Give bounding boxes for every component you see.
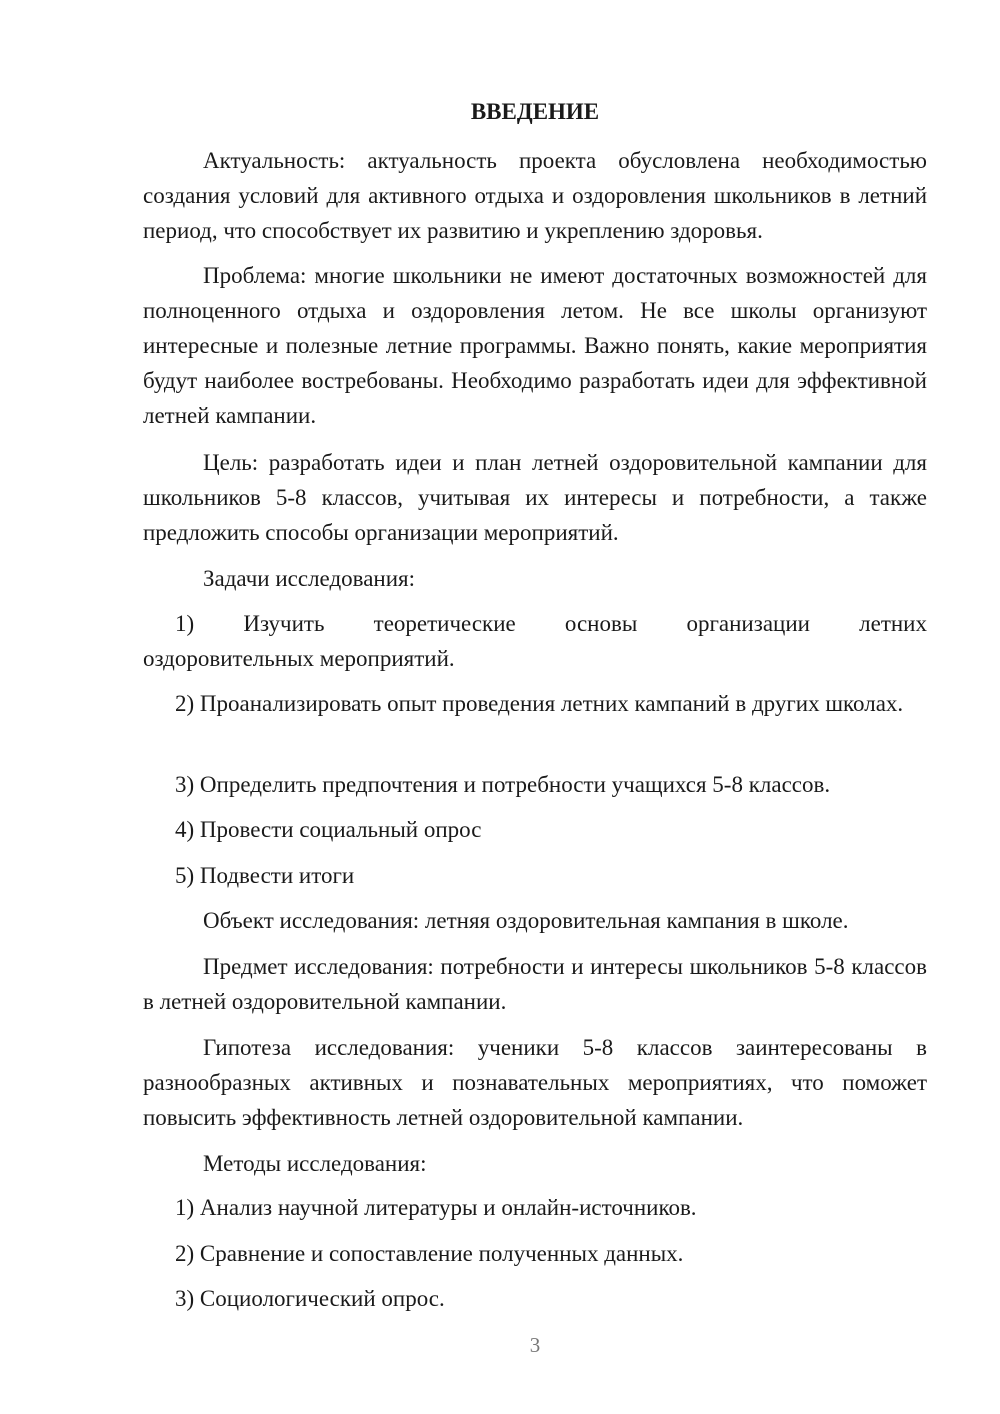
method-item-3: 3) Социологический опрос. [175, 1286, 445, 1311]
method-item-1: 1) Анализ научной литературы и онлайн-источников. [175, 1195, 697, 1220]
goal-paragraph: Цель: разработать идеи и план летней оздоровительной кампании для школьников 5-8 классов, учитывая их интересы и потребности, а также предложить способы организации мероприятий. [143, 450, 927, 545]
subject-paragraph: Предмет исследования: потребности и интересы школьников 5-8 классов в летней оздоровительной кампании. [143, 954, 927, 1014]
object-paragraph: Объект исследования: летняя оздоровительная кампания в школе. [203, 908, 849, 933]
hypothesis-paragraph: Гипотеза исследования: ученики 5-8 классов заинтересованы в разнообразных активных и познавательных мероприятиях, что поможет повысить эффективность летней оздоровительной кампании. [143, 1035, 927, 1130]
task-item-3: 3) Определить предпочтения и потребности учащихся 5-8 классов. [175, 772, 831, 797]
methods-heading: Методы исследования: [203, 1151, 427, 1176]
task-item-1 [143, 606, 927, 676]
method-item-2: 2) Сравнение и сопоставление полученных данных. [175, 1241, 684, 1266]
task-item-5: 5) Подвести итоги [175, 863, 355, 888]
problem-paragraph: Проблема: многие школьники не имеют достаточных возможностей для полноценного отдыха и оздоровления летом. Не все школы организуют интересные и полезные летние программы. Важно понять, какие мероприятия будут наиболее востребованы. Необходимо разработать идеи для эффективной летней кампании. [143, 263, 927, 428]
relevance-paragraph: Актуальность: актуальность проекта обусловлена необходимостью создания условий для активного отдыха и оздоровления школьников в летний период, что способствует их развитию и укреплению здоровья. [143, 148, 927, 243]
task-item-1-line-2: оздоровительных мероприятий. [143, 646, 455, 671]
tasks-heading: Задачи исследования: [203, 566, 416, 591]
page-number: 3 [529, 1333, 541, 1357]
page-title: ВВЕДЕНИЕ [470, 99, 600, 124]
task-item-2: 2) Проанализировать опыт проведения летних кампаний в других школах. [175, 691, 904, 716]
task-item-4: 4) Провести социальный опрос [175, 817, 482, 842]
task-item-1-line-1: 1) Изучить теоретические основы организации летних [175, 611, 927, 636]
